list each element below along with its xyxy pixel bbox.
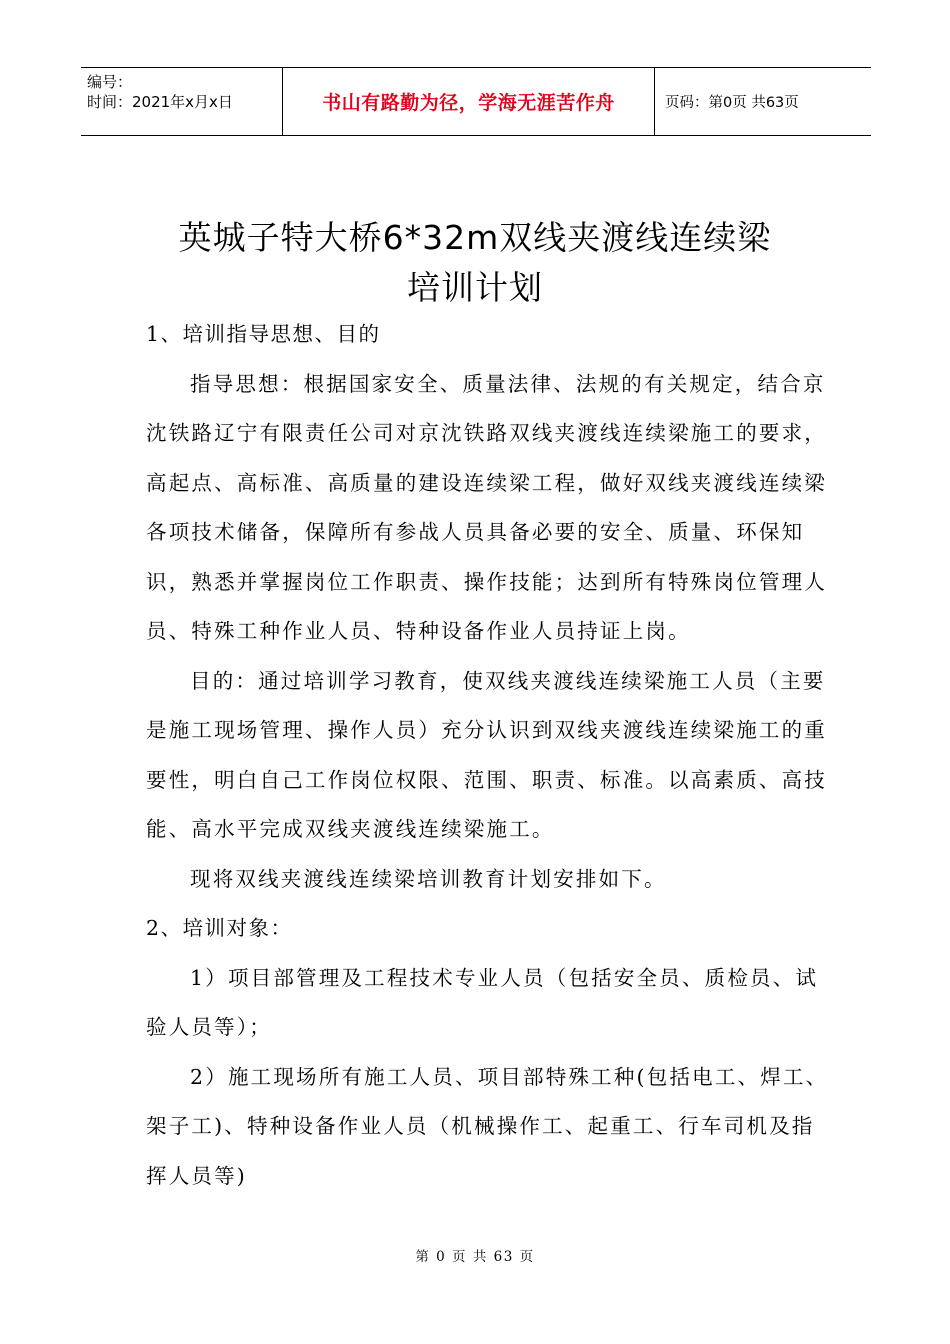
section-2-item-2: 2）施工现场所有施工人员、项目部特殊工种(包括电工、焊工、架子工)、特种设备作业人员（机械操作工、起重工、行车司机及指挥人员等) [146, 1064, 829, 1188]
document-title-line2: 培训计划 [407, 268, 543, 307]
header-page-cell [655, 68, 871, 135]
section-2-item-1: 1）项目部管理及工程技术专业人员（包括安全员、质检员、试验人员等）； [146, 965, 819, 1039]
header-meta-cell [81, 68, 282, 135]
header-page-info: 页码：第0页 共63页 [665, 95, 799, 111]
section-1-arrangement-paragraph: 现将双线夹渡线连续梁培训教育计划安排如下。 [190, 866, 667, 891]
header-motto-cell [282, 68, 655, 135]
header-time-label: 时间：2021年x月x日 [87, 93, 233, 111]
section-1-purpose-paragraph: 目的：通过培训学习教育，使双线夹渡线连续梁施工人员（主要是施工现场管理、操作人员）充分认识到双线夹渡线连续梁施工的重要性，明白自己工作岗位权限、范围、职责、标准。以高素质、高技能、高水平完成双线夹渡线连续梁施工。 [146, 668, 827, 841]
document-title [0, 213, 950, 313]
header-number-label: 编号： [87, 73, 133, 91]
section-1-heading: 1、培训指导思想、目的 [146, 322, 381, 346]
header-motto: 书山有路勤为径，学海无涯苦作舟 [322, 92, 615, 114]
document-title-line1: 英城子特大桥6*32m双线夹渡线连续梁 [178, 218, 772, 257]
footer-page-number: 第 0 页 共 63 页 [415, 1249, 535, 1265]
page-footer [0, 1245, 950, 1265]
document-body [146, 310, 836, 1201]
document-header-table [81, 67, 871, 136]
section-2-heading: 2、培训对象： [146, 916, 293, 940]
section-1-guiding-paragraph: 指导思想：根据国家安全、质量法律、法规的有关规定，结合京沈铁路辽宁有限责任公司对京沈铁路双线夹渡线连续梁施工的要求，高起点、高标准、高质量的建设连续梁工程，做好双线夹渡线连续梁各项技术储备，保障所有参战人员具备必要的安全、质量、环保知识，熟悉并掌握岗位工作职责、操作技能；达到所有特殊岗位管理人员、特殊工种作业人员、特种设备作业人员持证上岗。 [146, 371, 827, 643]
